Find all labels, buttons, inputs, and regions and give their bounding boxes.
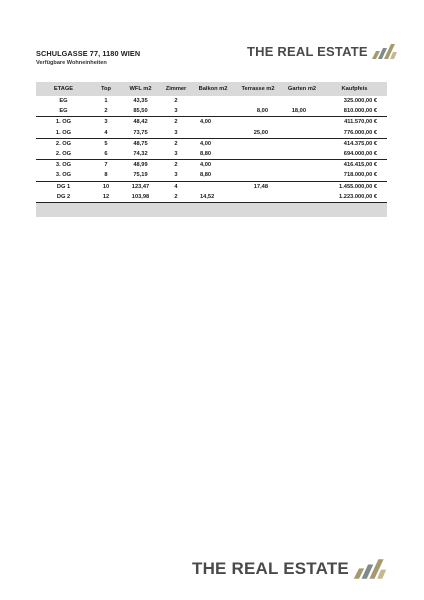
- col-header-zimmer: Zimmer: [160, 82, 192, 96]
- cell-zimmer: 2: [174, 98, 178, 105]
- cell-terrasse: 17,48: [234, 181, 282, 192]
- cell-garten: [282, 96, 322, 106]
- cell-kaufpreis: 1.455.000,00 €: [322, 181, 387, 192]
- cell-garten: [282, 170, 322, 181]
- cell-etage: 1. OG: [55, 129, 72, 136]
- cell-terrasse: 25,00: [253, 129, 268, 136]
- cell-wfl: 85,50: [133, 108, 148, 115]
- cell-zimmer: 4: [160, 181, 192, 192]
- cell-garten: [282, 149, 322, 160]
- cell-etage: 2. OG: [55, 151, 72, 158]
- cell-etage: DG 2: [56, 193, 71, 200]
- cell-zimmer: 2: [160, 160, 192, 171]
- cell-top: 2: [104, 108, 108, 115]
- logo-bars-icon: [352, 558, 388, 580]
- logo-bars-icon: [371, 43, 398, 60]
- cell-etage: 3. OG: [55, 172, 72, 179]
- cell-kaufpreis: 776.000,00 €: [343, 129, 377, 136]
- page-title: SCHULGASSE 77, 1180 WIEN: [36, 49, 141, 58]
- cell-etage: DG 1: [36, 181, 91, 192]
- cell-kaufpreis: 411.570,00 €: [322, 117, 387, 128]
- cell-etage: 2. OG: [36, 138, 91, 149]
- cell-kaufpreis: 810.000,00 €: [343, 108, 377, 115]
- cell-terrasse: [234, 170, 282, 181]
- cell-top: 10: [91, 181, 121, 192]
- cell-kaufpreis: 416.415,00 €: [322, 160, 387, 171]
- col-header-kaufpreis: Kaufpfeis: [322, 82, 387, 96]
- cell-balkon: 8,80: [200, 172, 212, 179]
- cell-garten: [282, 181, 322, 192]
- cell-top: 3: [91, 117, 121, 128]
- col-header-etage: ETAGE: [36, 82, 91, 96]
- cell-wfl: 75,19: [133, 172, 148, 179]
- cell-terrasse: [234, 117, 282, 128]
- page-subtitle: Verfügbare Wohneinheiten: [36, 60, 107, 66]
- cell-top: 1: [104, 98, 108, 105]
- cell-zimmer: 3: [174, 108, 178, 115]
- table-row: [36, 149, 387, 160]
- cell-balkon: 8,80: [200, 151, 212, 158]
- col-header-garten: Garten m2: [282, 82, 322, 96]
- cell-top: 12: [102, 193, 110, 200]
- cell-top: 6: [104, 151, 108, 158]
- cell-etage: 1. OG: [36, 117, 91, 128]
- cell-balkon: 4,00: [192, 117, 234, 128]
- col-header-wfl: WFL m2: [121, 82, 160, 96]
- cell-wfl: 48,75: [121, 138, 160, 149]
- cell-top: 5: [91, 138, 121, 149]
- cell-top: 4: [104, 129, 108, 136]
- logo-text: THE REAL ESTATE: [247, 44, 368, 59]
- cell-kaufpreis: 694.000,00 €: [343, 151, 377, 158]
- cell-terrasse: [234, 138, 282, 149]
- table-header-row: [36, 82, 387, 96]
- logo-top: [247, 43, 398, 60]
- cell-etage: EG: [59, 108, 68, 115]
- cell-wfl: 48,42: [121, 117, 160, 128]
- cell-wfl: 74,32: [133, 151, 148, 158]
- cell-balkon: 14,52: [200, 193, 215, 200]
- cell-garten: [282, 128, 322, 139]
- cell-terrasse: [234, 96, 282, 106]
- cell-top: 7: [91, 160, 121, 171]
- cell-balkon: 4,00: [192, 160, 234, 171]
- cell-balkon: 4,00: [192, 138, 234, 149]
- cell-etage: EG: [59, 98, 68, 105]
- col-header-terrasse: Terrasse m2: [234, 82, 282, 96]
- cell-garten: 18,00: [291, 108, 306, 115]
- cell-garten: [282, 160, 322, 171]
- cell-terrasse: 8,00: [256, 108, 268, 115]
- cell-terrasse: [234, 149, 282, 160]
- table-row: [36, 181, 387, 192]
- cell-wfl: 48,99: [121, 160, 160, 171]
- table-row: [36, 96, 387, 106]
- table-row: [36, 160, 387, 171]
- col-header-balkon: Balkon m2: [192, 82, 234, 96]
- table-row: [36, 117, 387, 128]
- table-row: [36, 192, 387, 203]
- table-row: [36, 128, 387, 139]
- col-header-top: Top: [91, 82, 121, 96]
- cell-zimmer: 3: [174, 172, 178, 179]
- cell-terrasse: [234, 160, 282, 171]
- table-row: [36, 138, 387, 149]
- cell-kaufpreis: 325.000,00 €: [343, 98, 377, 105]
- cell-garten: [282, 117, 322, 128]
- cell-balkon: [192, 128, 234, 139]
- cell-kaufpreis: 414.375,00 €: [322, 138, 387, 149]
- cell-balkon: [192, 181, 234, 192]
- cell-zimmer: 2: [160, 117, 192, 128]
- cell-wfl: 123,47: [121, 181, 160, 192]
- cell-garten: [282, 138, 322, 149]
- cell-top: 8: [104, 172, 108, 179]
- cell-balkon: [192, 96, 234, 106]
- table-footer-row: [36, 202, 387, 217]
- logo-text: THE REAL ESTATE: [192, 559, 349, 578]
- cell-wfl: 43,35: [133, 98, 148, 105]
- units-table: [36, 82, 387, 217]
- cell-kaufpreis: 1.223.000,00 €: [339, 193, 377, 200]
- cell-zimmer: 3: [174, 151, 178, 158]
- cell-zimmer: 2: [160, 138, 192, 149]
- table-row: [36, 170, 387, 181]
- cell-wfl: 73,75: [133, 129, 148, 136]
- cell-terrasse: [234, 192, 282, 203]
- cell-zimmer: 3: [174, 129, 178, 136]
- cell-kaufpreis: 718.000,00 €: [343, 172, 377, 179]
- cell-balkon: [192, 106, 234, 117]
- cell-garten: [282, 192, 322, 203]
- logo-bottom: [192, 558, 388, 580]
- table-footer-bar: [36, 202, 387, 217]
- table-row: [36, 106, 387, 117]
- cell-zimmer: 2: [174, 193, 178, 200]
- cell-etage: 3. OG: [36, 160, 91, 171]
- cell-wfl: 103,98: [131, 193, 150, 200]
